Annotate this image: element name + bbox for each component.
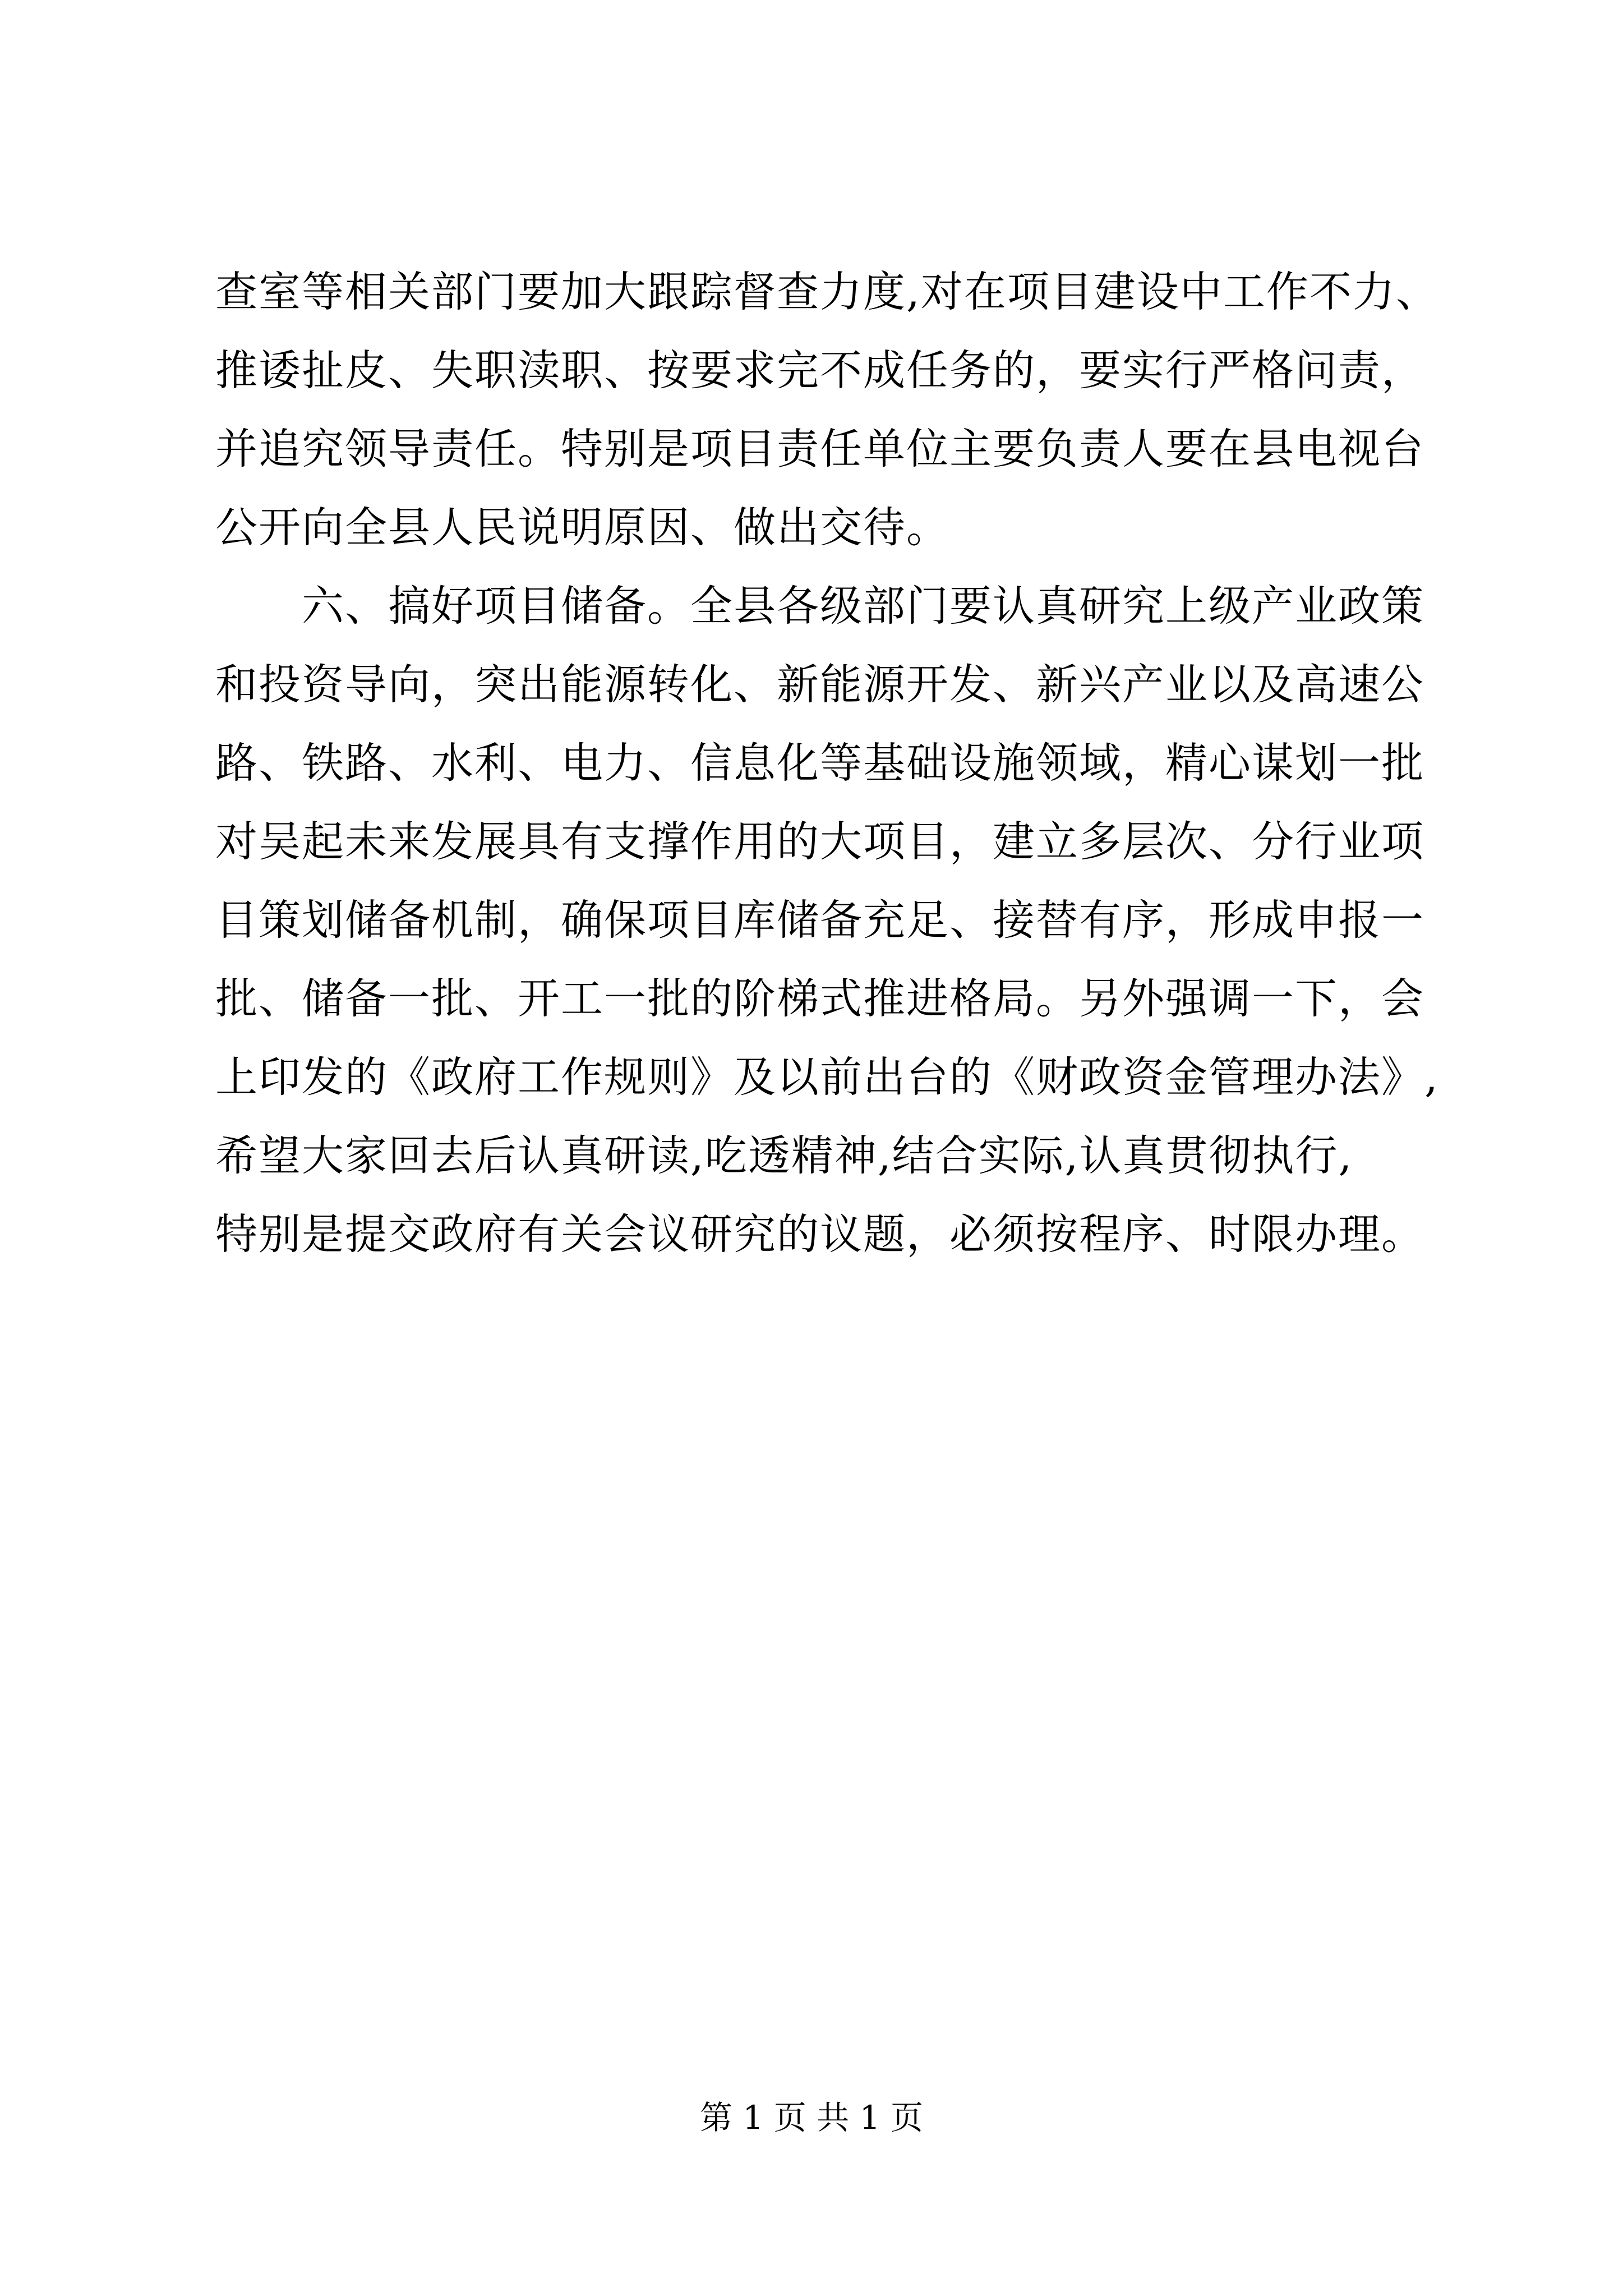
text-line: 上印发的《政府工作规则》及以前出台的《财政资金管理办法》, <box>215 1052 1439 1102</box>
text-line: 查室等相关部门要加大跟踪督查力度,对在项目建设中工作不力、 <box>215 267 1439 316</box>
text-line: 目策划储备机制，确保项目库储备充足、接替有序，形成申报一 <box>215 895 1425 945</box>
text-line: 并追究领导责任。特别是项目责任单位主要负责人要在县电视台 <box>215 424 1425 473</box>
text-line: 特别是提交政府有关会议研究的议题，必须按程序、时限办理。 <box>215 1209 1425 1259</box>
text-line: 推诿扯皮、失职渎职、按要求完不成任务的，要实行严格问责， <box>215 346 1425 395</box>
text-line: 路、铁路、水利、电力、信息化等基础设施领域，精心谋划一批 <box>215 738 1425 788</box>
body-text <box>215 252 1505 1273</box>
page-footer: 第 1 页 共 1 页 <box>700 2099 923 2137</box>
text-line: 希望大家回去后认真研读,吃透精神,结合实际,认真贯彻执行, <box>215 1131 1353 1180</box>
text-line: 六、搞好项目储备。全县各级部门要认真研究上级产业政策 <box>215 581 1425 631</box>
text-line: 对吴起未来发展具有支撑作用的大项目，建立多层次、分行业项 <box>215 817 1425 866</box>
text-line: 批、储备一批、开工一批的阶梯式推进格局。另外强调一下，会 <box>215 974 1425 1023</box>
text-line: 和投资导向，突出能源转化、新能源开发、新兴产业以及高速公 <box>215 660 1425 709</box>
text-line: 公开向全县人民说明原因、做出交待。 <box>215 503 950 552</box>
